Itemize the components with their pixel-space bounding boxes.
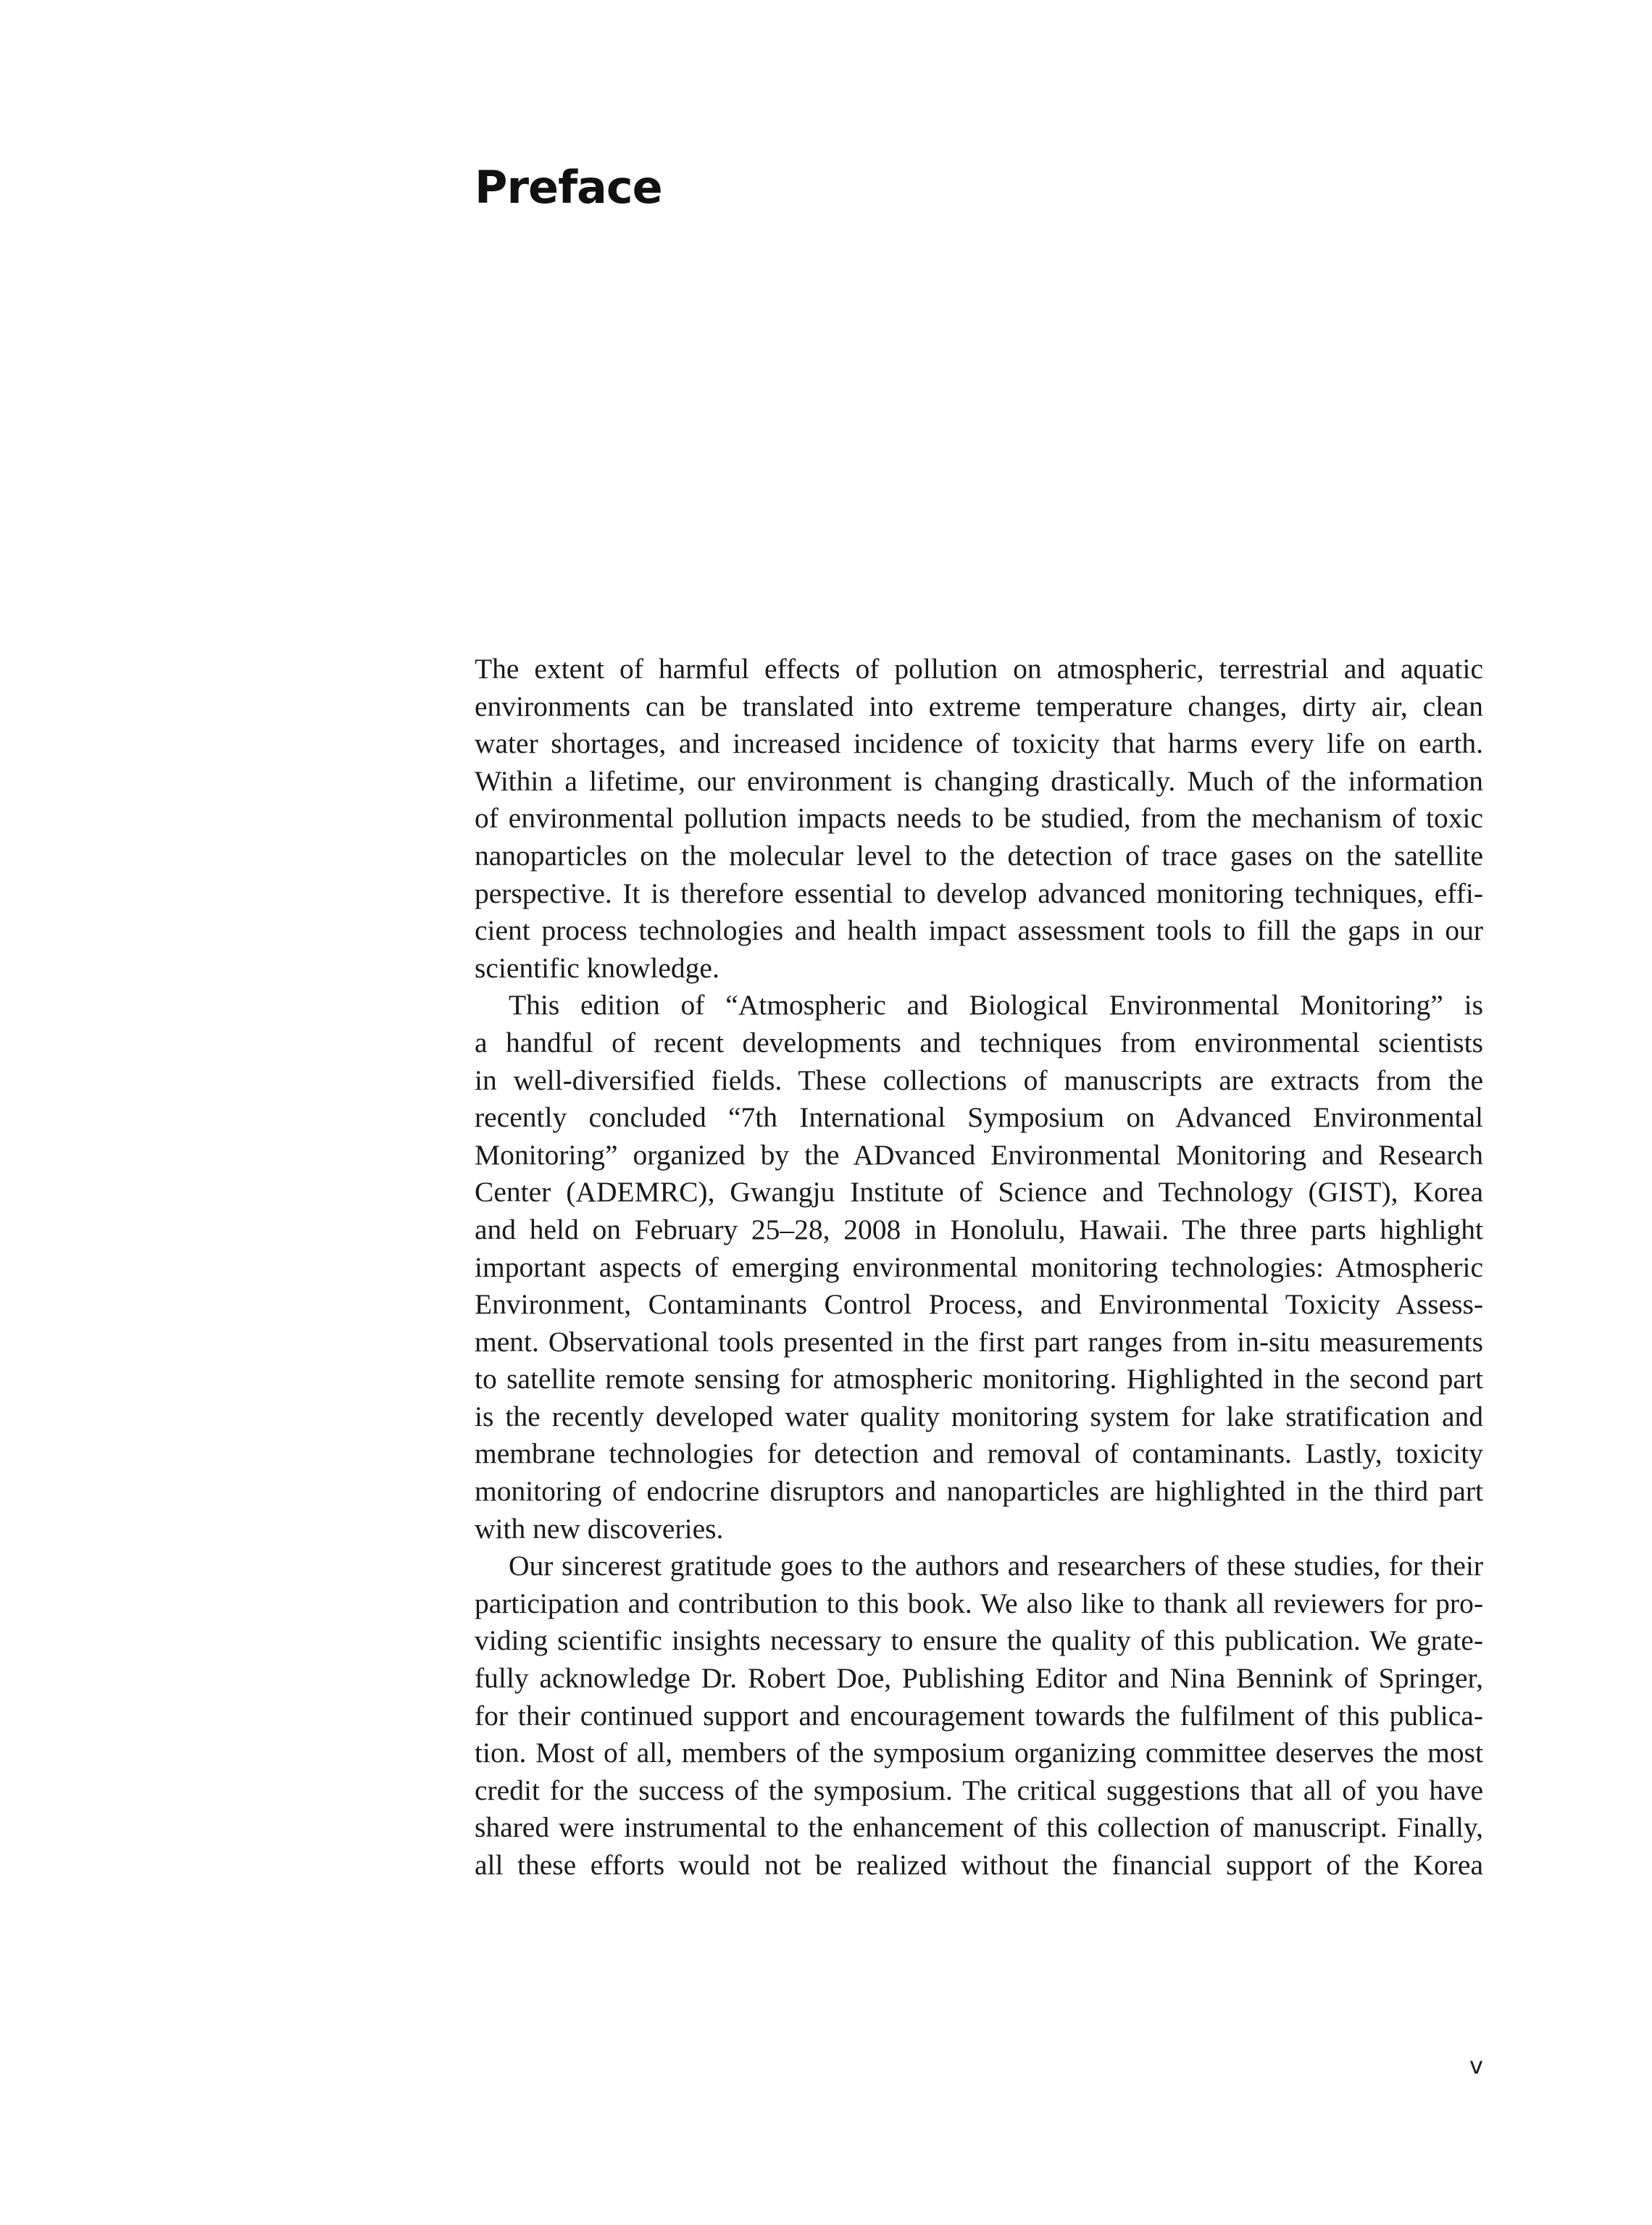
text-line: The extent of harmful effects of pollution on atmospheric, terrestrial and aquatic <box>475 653 1483 685</box>
chapter-title: Preface <box>475 161 662 214</box>
text-line: in well-diversified fields. These collections of manuscripts are extracts from the <box>475 1064 1483 1096</box>
text-line: is the recently developed water quality monitoring system for lake stratification and <box>475 1400 1483 1432</box>
text-line: Center (ADEMRC), Gwangju Institute of Science and Technology (GIST), Korea <box>475 1176 1483 1208</box>
page-number: v <box>1469 2052 1483 2079</box>
text-line: tion. Most of all, members of the symposium organizing committee deserves the most <box>475 1737 1483 1769</box>
text-line: fully acknowledge Dr. Robert Doe, Publishing Editor and Nina Bennink of Springer, <box>475 1662 1483 1695</box>
text-line: credit for the success of the symposium. The critical suggestions that all of you have <box>475 1774 1483 1806</box>
preface-body <box>475 651 1483 1884</box>
text-line: with new discoveries. <box>475 1512 724 1545</box>
text-line: nanoparticles on the molecular level to the detection of trace gases on the satellite <box>475 839 1483 872</box>
text-line: environments can be translated into extreme temperature changes, dirty air, clean <box>475 690 1483 722</box>
text-line: Our sincerest gratitude goes to the authors and researchers of these studies, for their <box>509 1550 1483 1582</box>
text-line: to satellite remote sensing for atmospheric monitoring. Highlighted in the second part <box>475 1363 1483 1395</box>
text-line: of environmental pollution impacts needs to be studied, from the mechanism of toxic <box>475 802 1483 835</box>
text-line: important aspects of emerging environmental monitoring technologies: Atmospheric <box>475 1251 1483 1283</box>
text-line: viding scientific insights necessary to ensure the quality of this publication. We grate- <box>475 1624 1483 1657</box>
text-line: monitoring of endocrine disruptors and nanoparticles are highlighted in the third part <box>475 1475 1483 1508</box>
text-line: membrane technologies for detection and removal of contaminants. Lastly, toxicity <box>475 1437 1483 1470</box>
text-line: This edition of “Atmospheric and Biological Environmental Monitoring” is <box>509 989 1483 1022</box>
text-line: cient process technologies and health impact assessment tools to fill the gaps in our <box>475 914 1483 947</box>
text-line: a handful of recent developments and techniques from environmental scientists <box>475 1026 1483 1059</box>
text-line: water shortages, and increased incidence of toxicity that harms every life on earth. <box>475 727 1483 760</box>
text-line: for their continued support and encouragement towards the fulfilment of this publica- <box>475 1699 1483 1732</box>
text-line: ment. Observational tools presented in the first part ranges from in-situ measurements <box>475 1325 1483 1358</box>
text-line: Environment, Contaminants Control Process, and Environmental Toxicity Assess- <box>475 1288 1483 1321</box>
text-line: shared were instrumental to the enhancement of this collection of manuscript. Finally, <box>475 1811 1483 1844</box>
text-line: perspective. It is therefore essential to develop advanced monitoring techniques, effi- <box>475 877 1483 909</box>
text-line: and held on February 25–28, 2008 in Honolulu, Hawaii. The three parts highlight <box>475 1213 1483 1245</box>
text-line: Within a lifetime, our environment is changing drastically. Much of the information <box>475 764 1483 797</box>
text-line: participation and contribution to this book. We also like to thank all reviewers for pro- <box>475 1587 1483 1619</box>
text-line: Monitoring” organized by the ADvanced Environmental Monitoring and Research <box>475 1138 1483 1171</box>
text-line: recently concluded “7th International Symposium on Advanced Environmental <box>475 1101 1483 1134</box>
text-line: scientific knowledge. <box>475 951 719 984</box>
text-line: all these efforts would not be realized without the financial support of the Korea <box>475 1849 1483 1881</box>
